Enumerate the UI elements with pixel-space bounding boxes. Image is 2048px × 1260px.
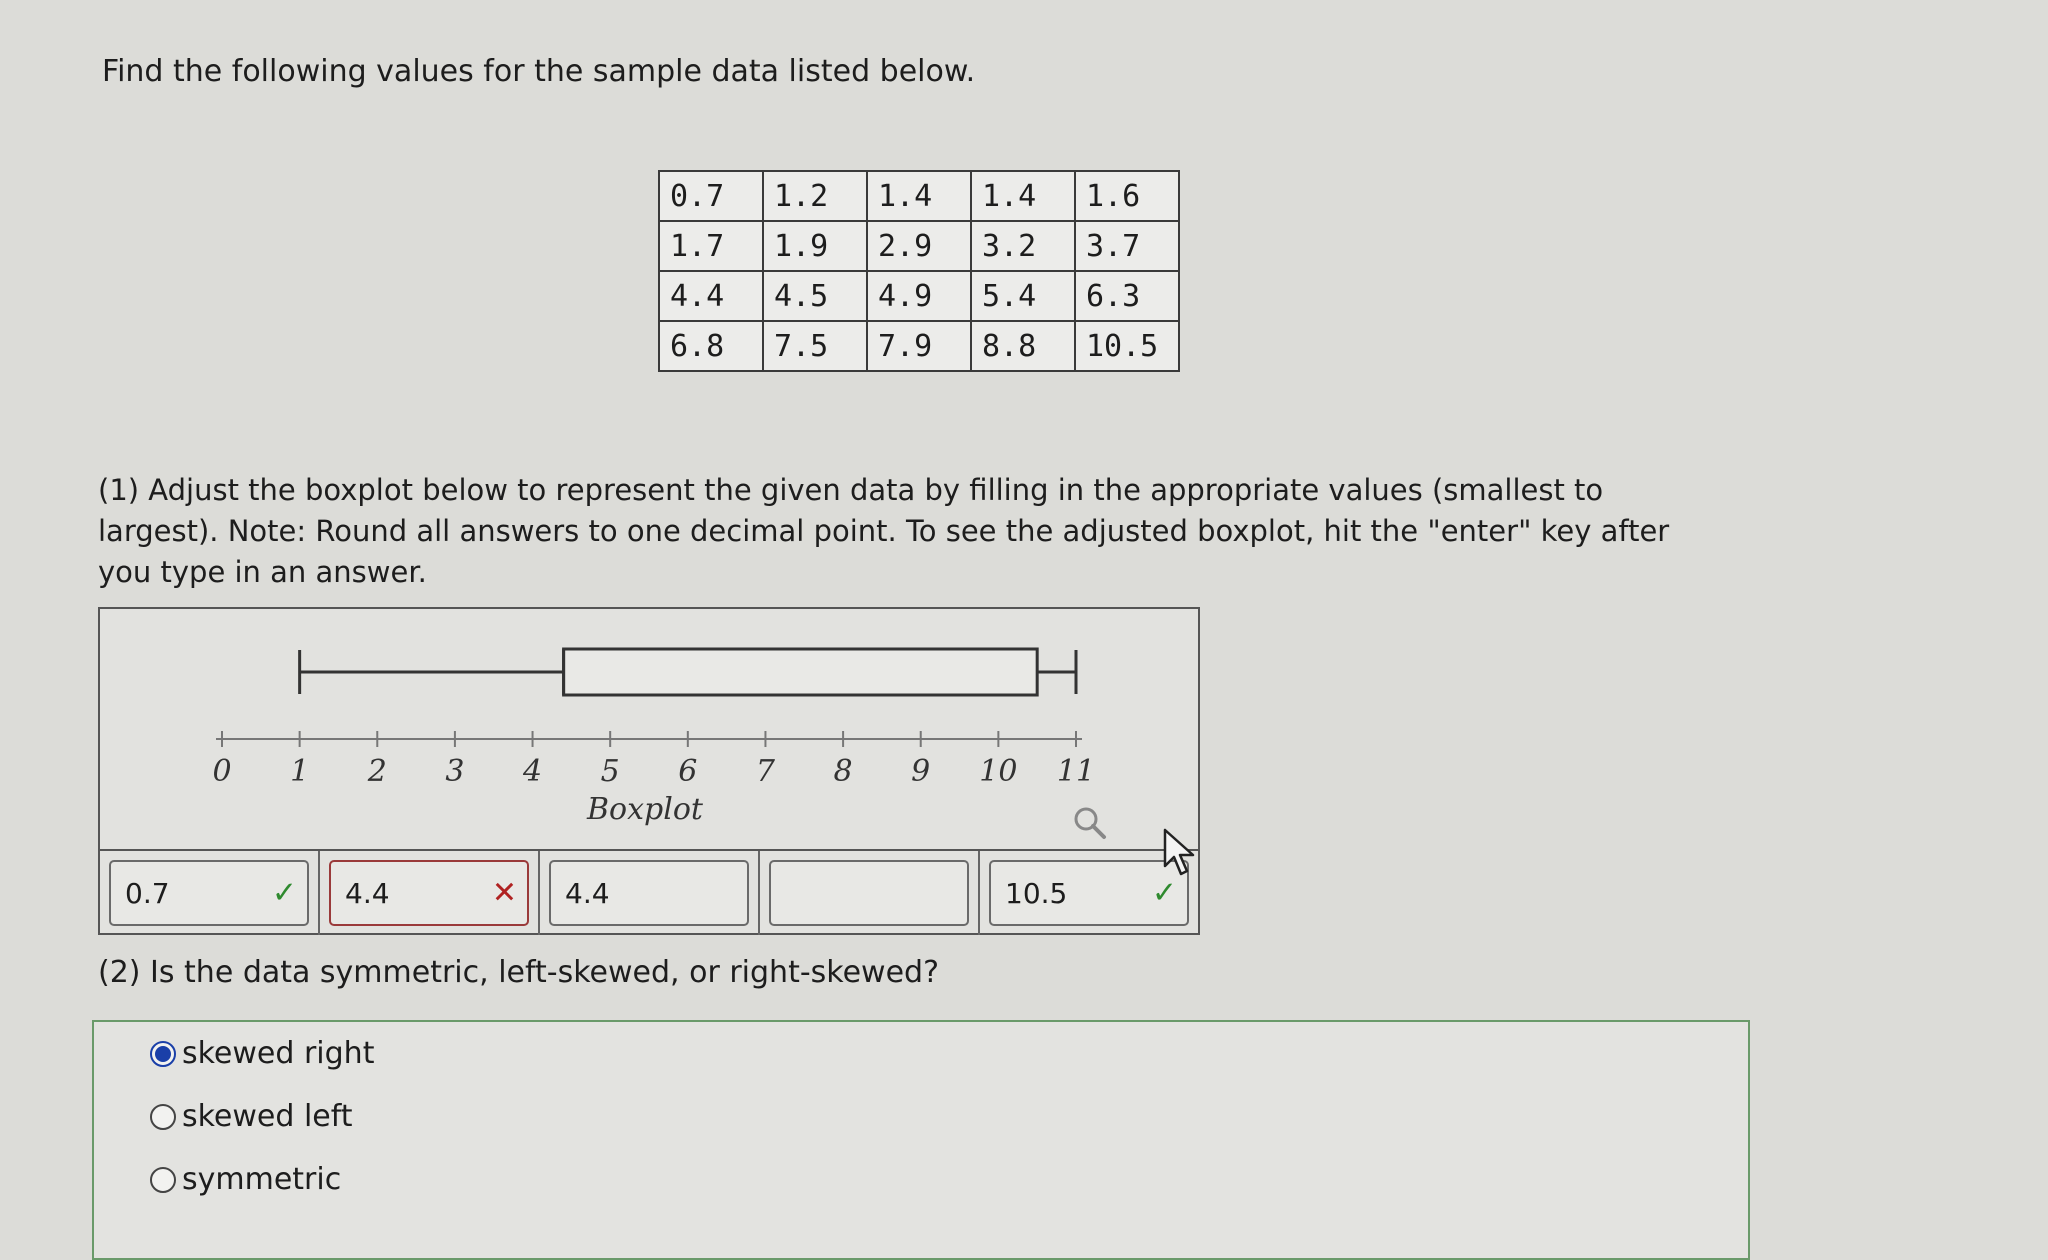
table-row: [659, 271, 1179, 321]
sample-data-table: [658, 170, 1180, 372]
table-cell: 1.2: [763, 171, 867, 221]
boxplot-panel: [98, 607, 1200, 935]
table-cell: 1.6: [1075, 171, 1179, 221]
table-cell: 4.5: [763, 271, 867, 321]
minimum-input[interactable]: [109, 860, 309, 926]
answer-value: 4.4: [345, 876, 390, 910]
table-cell: 4.4: [659, 271, 763, 321]
table-cell: 7.5: [763, 321, 867, 371]
table-cell: 0.7: [659, 171, 763, 221]
instructions-text: (1) Adjust the boxplot below to represent the given data by filling in the appropriate values (smallest to largest). Note: Round all answers to one decimal point. To see the adjusted boxplot, hit the "enter" key after you type in an answer.: [98, 473, 1670, 589]
option-symmetric[interactable]: [150, 1162, 341, 1197]
mouse-cursor-icon: [1163, 828, 1199, 878]
option-label: symmetric: [182, 1162, 342, 1197]
maximum-input[interactable]: [989, 860, 1189, 926]
table-cell: 4.9: [867, 271, 971, 321]
table-cell: 5.4: [971, 271, 1075, 321]
x-tick-label: 5: [600, 754, 620, 789]
x-tick-label: 4: [522, 754, 543, 789]
table-cell: 1.4: [971, 171, 1075, 221]
zoom-icon[interactable]: [1072, 805, 1108, 841]
option-label: skewed left: [182, 1099, 353, 1134]
x-tick-label: 1: [290, 754, 310, 789]
table-cell: 1.7: [659, 221, 763, 271]
first-quartile-input[interactable]: [329, 860, 529, 926]
x-tick-label: 8: [833, 754, 853, 789]
x-tick-label: 7: [755, 754, 776, 789]
table-cell: 6.8: [659, 321, 763, 371]
table-cell: 7.9: [867, 321, 971, 371]
option-label: skewed right: [182, 1036, 375, 1071]
boxplot-chart[interactable]: [100, 609, 1198, 849]
answer-cell: [760, 851, 980, 935]
x-tick-label: 3: [445, 754, 465, 789]
table-cell: 1.9: [763, 221, 867, 271]
skew-question: (2) Is the data symmetric, left-skewed, or right-skewed?: [98, 955, 940, 990]
third-quartile-input[interactable]: [769, 860, 969, 926]
x-tick-label: 10: [979, 754, 1018, 789]
x-tick-label: 9: [911, 754, 931, 789]
table-row: [659, 321, 1179, 371]
x-tick-label: 6: [678, 754, 698, 789]
table-cell: 8.8: [971, 321, 1075, 371]
table-row: [659, 221, 1179, 271]
median-input[interactable]: [549, 860, 749, 926]
x-axis-title: Boxplot: [587, 792, 703, 827]
intro-text: Find the following values for the sample data listed below.: [102, 54, 976, 89]
x-tick-label: 11: [1056, 754, 1096, 789]
answer-value: 10.5: [1005, 876, 1068, 910]
table-cell: 6.3: [1075, 271, 1179, 321]
table-row: [659, 171, 1179, 221]
option-skewed-left[interactable]: [150, 1099, 353, 1134]
table-cell: 1.4: [867, 171, 971, 221]
answer-cell: [540, 851, 760, 935]
boxplot-box: [564, 649, 1038, 695]
radio-icon[interactable]: [150, 1167, 176, 1193]
radio-icon[interactable]: [150, 1104, 176, 1130]
x-tick-label: 2: [367, 754, 387, 789]
answer-row: [100, 849, 1198, 935]
skew-options-panel: [92, 1020, 1750, 1260]
answer-cell: [320, 851, 540, 935]
cross-icon: ✕: [491, 875, 517, 911]
answer-cell: [100, 851, 320, 935]
answer-value: 4.4: [565, 876, 610, 910]
table-cell: 3.2: [971, 221, 1075, 271]
check-icon: ✓: [271, 875, 297, 911]
table-cell: 10.5: [1075, 321, 1179, 371]
answer-value: 0.7: [125, 876, 170, 910]
radio-selected-icon[interactable]: [150, 1041, 176, 1067]
table-cell: 3.7: [1075, 221, 1179, 271]
check-icon: ✓: [1151, 875, 1177, 911]
x-tick-label: 0: [212, 754, 232, 789]
table-cell: 2.9: [867, 221, 971, 271]
option-skewed-right[interactable]: [150, 1036, 374, 1071]
